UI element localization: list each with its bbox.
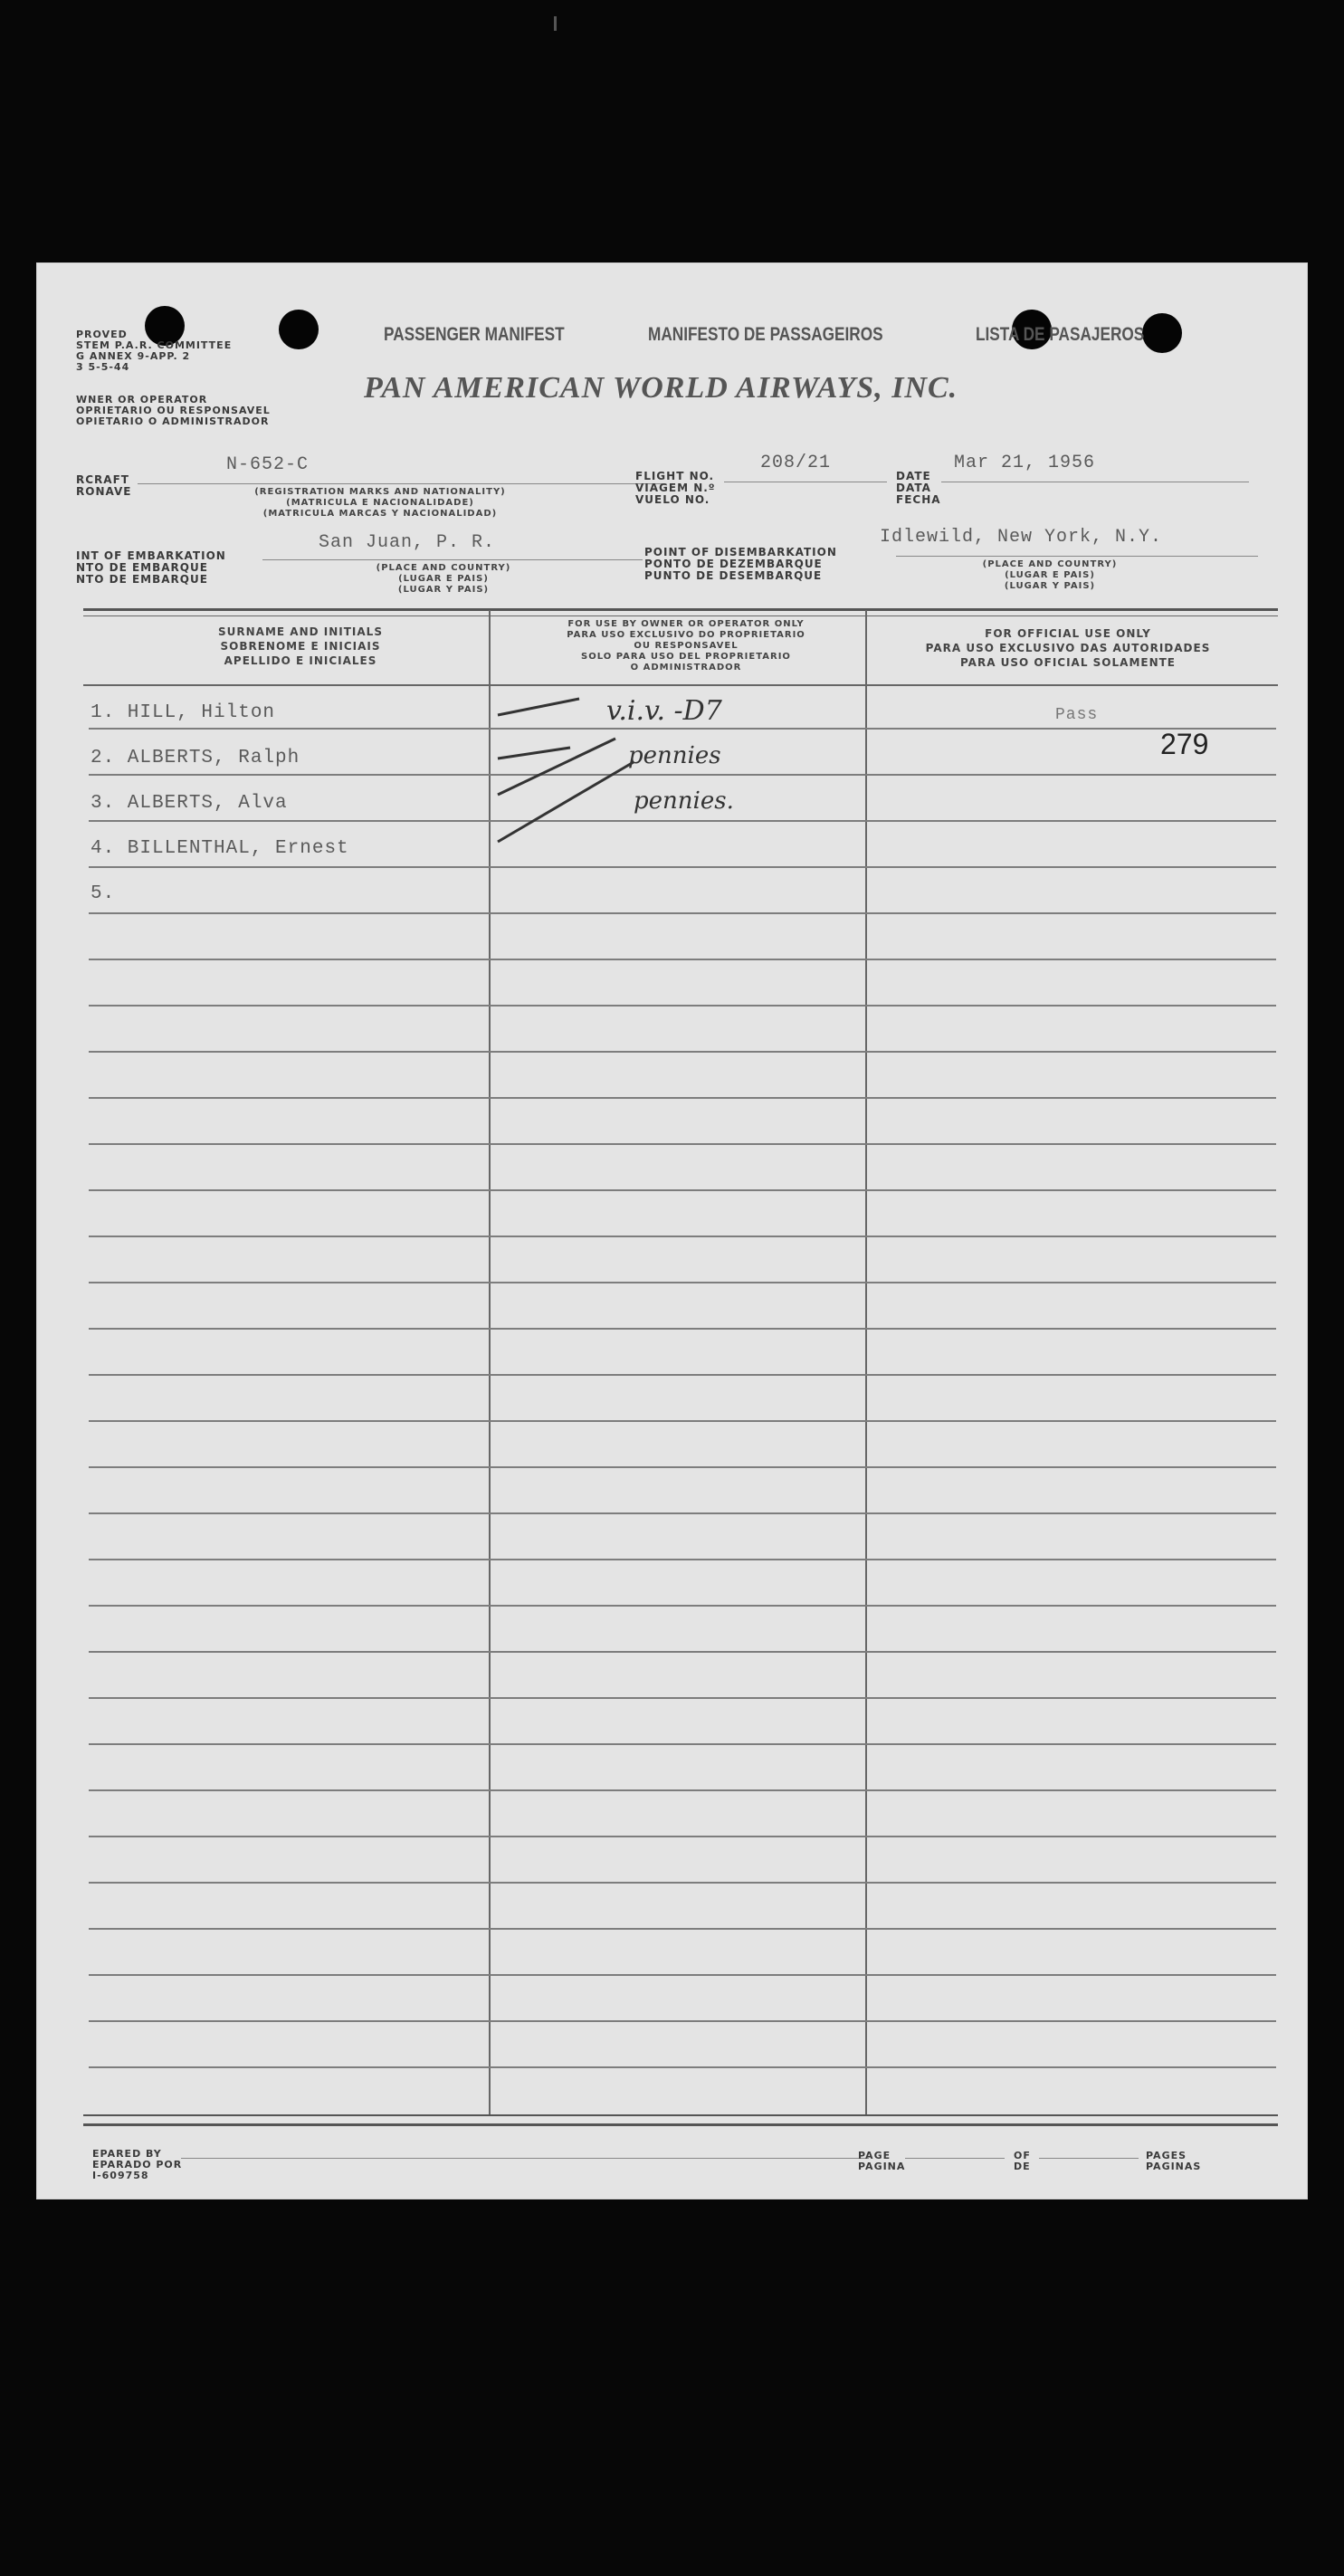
table-row bbox=[89, 728, 1276, 730]
approval-line: PROVED bbox=[76, 329, 128, 340]
title-spanish: LISTA DE PASAJEROS bbox=[976, 324, 1145, 345]
header-line: PARA USO OFICIAL SOLAMENTE bbox=[959, 656, 1177, 669]
flight-label-line: FLIGHT NO. bbox=[635, 470, 715, 482]
pen-strokes bbox=[462, 688, 661, 851]
table-row bbox=[89, 1697, 1276, 1699]
header-line: O ADMINISTRADOR bbox=[630, 663, 742, 673]
aircraft-label-line: RCRAFT bbox=[76, 473, 129, 486]
approval-block bbox=[76, 329, 232, 373]
prepared-line: I-609758 bbox=[92, 2170, 149, 2181]
date-label bbox=[896, 471, 941, 506]
column-divider bbox=[865, 610, 867, 2114]
date-label-line: DATE bbox=[896, 470, 931, 482]
caption-line: (MATRICULA E NACIONALIDADE) bbox=[286, 498, 474, 508]
table-row bbox=[89, 1282, 1276, 1283]
table-row bbox=[89, 1328, 1276, 1330]
header-line: PARA USO EXCLUSIVO DAS AUTORIDADES bbox=[925, 642, 1211, 654]
aircraft-underline bbox=[138, 483, 662, 484]
aircraft-label bbox=[76, 474, 131, 498]
table-row bbox=[89, 959, 1276, 960]
prepared-line: EPARADO POR bbox=[92, 2159, 183, 2171]
table-row bbox=[89, 1143, 1276, 1145]
caption-line: (PLACE AND COUNTRY) bbox=[982, 559, 1118, 569]
page-underline bbox=[905, 2158, 1005, 2159]
flight-label-line: VIAGEM N.º bbox=[635, 482, 716, 494]
pages-label-line: PAGES bbox=[1146, 2150, 1187, 2161]
table-row bbox=[89, 1789, 1276, 1791]
flight-value: 208/21 bbox=[760, 453, 832, 473]
date-label-line: FECHA bbox=[896, 493, 941, 506]
aircraft-label-line: RONAVE bbox=[76, 485, 132, 498]
table-top-rule bbox=[83, 608, 1278, 611]
header-bottom-rule bbox=[83, 684, 1278, 686]
table-row bbox=[89, 1882, 1276, 1884]
passenger-name: 5. bbox=[91, 883, 116, 904]
caption-line: (PLACE AND COUNTRY) bbox=[376, 563, 511, 573]
date-label-line: DATA bbox=[896, 482, 931, 494]
page-label-line: PAGINA bbox=[858, 2161, 906, 2172]
caption-line: (LUGAR E PAIS) bbox=[1005, 570, 1095, 580]
embark-label-line: NTO DE EMBARQUE bbox=[76, 561, 208, 574]
header-line: SURNAME AND INITIALS bbox=[218, 625, 383, 638]
header-line: FOR OFFICIAL USE ONLY bbox=[985, 627, 1151, 640]
table-row bbox=[89, 2020, 1276, 2022]
disembark-label-line: PUNTO DE DESEMBARQUE bbox=[644, 569, 823, 582]
header-line: FOR USE BY OWNER OR OPERATOR ONLY bbox=[567, 619, 805, 629]
approval-line: G ANNEX 9-APP. 2 bbox=[76, 350, 191, 362]
approval-line: STEM P.A.R. COMMITTEE bbox=[76, 339, 233, 351]
table-row bbox=[89, 1559, 1276, 1560]
disembark-underline bbox=[896, 556, 1258, 557]
approval-line: 3 5-5-44 bbox=[76, 361, 130, 373]
owner-label-block bbox=[76, 395, 271, 427]
of-underline bbox=[1039, 2158, 1139, 2159]
caption-line: (MATRICULA MARCAS Y NACIONALIDAD) bbox=[262, 509, 498, 519]
punch-hole bbox=[1142, 313, 1182, 353]
table-row bbox=[89, 1605, 1276, 1607]
header-line: PARA USO EXCLUSIVO DO PROPRIETARIO bbox=[567, 630, 805, 640]
aircraft-value: N-652-C bbox=[226, 454, 310, 475]
title-portuguese: MANIFESTO DE PASSAGEIROS bbox=[648, 324, 883, 345]
flight-label-line: VUELO NO. bbox=[635, 493, 710, 506]
prepared-line: EPARED BY bbox=[92, 2148, 162, 2160]
embark-value: San Juan, P. R. bbox=[319, 532, 496, 553]
table-row bbox=[89, 1097, 1276, 1099]
passenger-name: 3. ALBERTS, Alva bbox=[91, 793, 288, 814]
caption-line: (LUGAR E PAIS) bbox=[398, 574, 489, 584]
passenger-name: 1. HILL, Hilton bbox=[91, 702, 276, 723]
disembark-label-line: PONTO DE DEZEMBARQUE bbox=[644, 558, 823, 570]
embark-label-line: NTO DE EMBARQUE bbox=[76, 573, 208, 586]
owner-label-line: WNER OR OPERATOR bbox=[76, 394, 208, 405]
disembark-label bbox=[644, 547, 837, 582]
table-row bbox=[89, 1236, 1276, 1237]
pages-label-line: PAGINAS bbox=[1146, 2161, 1202, 2172]
owner-note: pennies. bbox=[634, 787, 734, 815]
embark-label-line: INT OF EMBARKATION bbox=[76, 549, 226, 562]
flight-label bbox=[635, 471, 716, 506]
prepared-underline bbox=[181, 2158, 869, 2159]
table-row bbox=[89, 1974, 1276, 1976]
table-row bbox=[89, 1928, 1276, 1930]
date-value: Mar 21, 1956 bbox=[954, 453, 1096, 473]
caption-line: (LUGAR Y PAIS) bbox=[1004, 581, 1096, 591]
col-header-official bbox=[869, 626, 1267, 670]
table-row bbox=[89, 1743, 1276, 1745]
table-row bbox=[89, 2066, 1276, 2068]
official-note: Pass bbox=[1055, 706, 1099, 724]
header-line: SOBRENOME E INICIAIS bbox=[220, 640, 381, 653]
pages-label bbox=[1146, 2151, 1201, 2172]
punch-hole bbox=[279, 310, 319, 349]
disembark-value: Idlewild, New York, N.Y. bbox=[880, 527, 1163, 548]
header-line: OU RESPONSAVEL bbox=[634, 641, 739, 651]
owner-note: pennies bbox=[628, 742, 721, 769]
disembark-label-line: POINT OF DISEMBARKATION bbox=[644, 546, 837, 558]
table-top-rule bbox=[83, 615, 1278, 616]
table-bottom-rule bbox=[83, 2114, 1278, 2116]
registration-caption bbox=[217, 487, 543, 520]
of-label bbox=[1014, 2151, 1031, 2172]
passenger-name: 2. ALBERTS, Ralph bbox=[91, 748, 300, 768]
table-row bbox=[89, 1005, 1276, 1007]
owner-label-line: OPRIETARIO OU RESPONSAVEL bbox=[76, 405, 271, 416]
manifest-sheet bbox=[36, 262, 1308, 2199]
prepared-by bbox=[92, 2149, 182, 2181]
embark-caption bbox=[344, 563, 543, 596]
airline-name: PAN AMERICAN WORLD AIRWAYS, INC. bbox=[364, 371, 958, 405]
table-bottom-rule bbox=[83, 2123, 1278, 2126]
of-label-line: DE bbox=[1014, 2161, 1031, 2172]
stamp-number: 279 bbox=[1160, 728, 1209, 760]
caption-line: (LUGAR Y PAIS) bbox=[397, 585, 490, 595]
table-row bbox=[89, 774, 1276, 776]
page-label bbox=[858, 2151, 905, 2172]
header-line: SOLO PARA USO DEL PROPRIETARIO bbox=[581, 652, 791, 662]
embark-label bbox=[76, 550, 226, 586]
caption-line: (REGISTRATION MARKS AND NATIONALITY) bbox=[254, 487, 506, 497]
table-row bbox=[89, 912, 1276, 914]
table-row bbox=[89, 1189, 1276, 1191]
page-label-line: PAGE bbox=[858, 2150, 891, 2161]
table-row bbox=[89, 1466, 1276, 1468]
col-header-surname bbox=[92, 625, 509, 668]
disembark-caption bbox=[941, 559, 1158, 592]
of-label-line: OF bbox=[1014, 2150, 1031, 2161]
scan-mark bbox=[554, 16, 557, 31]
table-row bbox=[89, 1836, 1276, 1837]
table-row bbox=[89, 866, 1276, 868]
owner-label-line: OPIETARIO O ADMINISTRADOR bbox=[76, 415, 270, 427]
header-line: APELLIDO E INICIALES bbox=[224, 654, 377, 667]
title-english: PASSENGER MANIFEST bbox=[384, 324, 565, 345]
table-row bbox=[89, 820, 1276, 822]
table-row bbox=[89, 1651, 1276, 1653]
table-row bbox=[89, 1374, 1276, 1376]
owner-note: v.i.v. -D7 bbox=[606, 695, 722, 727]
embark-underline bbox=[262, 559, 643, 560]
passenger-name: 4. BILLENTHAL, Ernest bbox=[91, 838, 349, 859]
table-row bbox=[89, 1512, 1276, 1514]
table-row bbox=[89, 1051, 1276, 1053]
table-row bbox=[89, 1420, 1276, 1422]
col-header-owner bbox=[491, 619, 882, 673]
